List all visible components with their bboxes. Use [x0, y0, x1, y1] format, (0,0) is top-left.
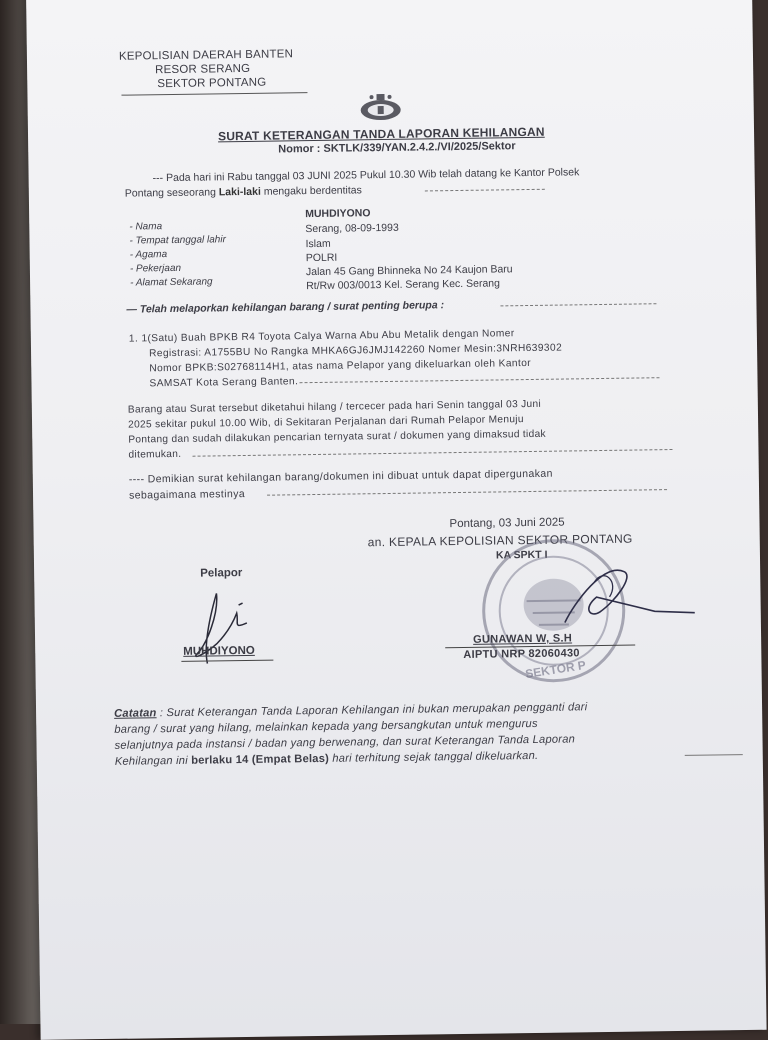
stamp-text: SEKTOR P — [524, 657, 587, 682]
field-value-nama: MUHDIYONO — [305, 207, 371, 221]
field-value-agama: Islam — [305, 237, 331, 251]
note-line-1: Catatan : Surat Keterangan Tanda Laporan Kehilangan ini bukan merupakan pengganti dari — [114, 701, 588, 720]
field-label-pekerjaan: - Pekerjaan — [129, 262, 182, 275]
field-value-ttl: Serang, 08-09-1993 — [305, 221, 399, 236]
officer-name: GUNAWAN W, S.H — [473, 632, 573, 646]
field-label-ttl: - Tempat tanggal lahir — [129, 234, 226, 247]
intro-line-2: Pontang seseorang Laki-laki mengaku berdentitas — [124, 184, 362, 200]
loss-desc-line-3: Pontang dan sudah dilakukan pencarian ternyata surat / dokumen yang dimaksud tidak — [128, 428, 546, 446]
on-behalf-of: an. KEPALA KEPOLISIAN SEKTOR PONTANG — [367, 531, 633, 550]
closing-line-2: sebagaimana mestinya — [128, 487, 246, 502]
dash-filler — [193, 449, 673, 457]
report-heading: — Telah melaporkan kehilangan barang / surat penting berupa : — [126, 299, 445, 316]
lost-item-line-1: 1. 1(Satu) Buah BPKB R4 Toyota Calya Warna Abu Abu Metalik dengan Nomer — [128, 328, 515, 345]
field-value-pekerjaan: POLRI — [305, 251, 338, 265]
dash-filler — [267, 489, 667, 496]
dash-filler — [425, 189, 545, 192]
intro-line-1: --- Pada hari ini Rabu tanggal 03 JUNI 2025 Pukul 10.30 Wib telah datang ke Kantor Polsek — [152, 166, 580, 185]
loss-desc-line-1: Barang atau Surat tersebut diketahui hilang / tercecer pada hari Senin tanggal 03 Juni — [127, 398, 542, 416]
field-label-nama: - Nama — [129, 221, 163, 233]
dash-filler — [500, 303, 656, 306]
police-report-letter — [26, 0, 767, 1040]
reporter-name: MUHDIYONO — [183, 644, 255, 658]
note-line-3: selanjutnya pada instansi / badan yang berwenang, dan surat Keterangan Tanda Laporan — [114, 733, 576, 752]
note-line-4: Kehilangan ini berlaku 14 (Empat Belas) hari terhitung sejak tanggal dikeluarkan. — [114, 749, 539, 768]
dash-filler — [685, 754, 743, 756]
lost-item-line-3: Nomor BPKB:S02768114H1, atas nama Pelapor yang dikeluarkan oleh Kantor — [149, 357, 532, 375]
dash-filler — [300, 377, 660, 383]
field-value-alamat-2: Rt/Rw 003/0013 Kel. Serang Kec. Serang — [306, 277, 501, 293]
loss-desc-line-2: 2025 sekitar pukul 10.00 Wib, di Sekitaran Perjalanan dari Rumah Pelapor Menuju — [128, 414, 524, 431]
closing-line-1: ---- Demikian surat kehilangan barang/dokumen ini dibuat untuk dapat dipergunakan — [128, 467, 553, 486]
letter-number: Nomor : SKTLK/339/YAN.2.4.2./VI/2025/Sektor — [278, 140, 516, 156]
place-date: Pontang, 03 Juni 2025 — [449, 516, 565, 531]
officer-rank-nrp: AIPTU NRP 82060430 — [463, 647, 580, 661]
loss-desc-line-4: ditemukan. — [128, 448, 182, 461]
agency-line-2: RESOR SERANG — [155, 62, 251, 77]
letter-title: SURAT KETERANGAN TANDA LAPORAN KEHILANGAN — [217, 124, 545, 144]
police-emblem-icon — [357, 91, 403, 122]
unit-title: KA SPKT I — [495, 548, 548, 562]
lost-item-line-2: Registrasi: A1755BU No Rangka MHKA6GJ6JMJ142260 Nomer Mesin:3NRH639302 — [149, 342, 563, 360]
reporter-label: Pelapor — [200, 567, 243, 580]
field-label-agama: - Agama — [129, 249, 168, 261]
agency-underline — [121, 92, 307, 96]
field-label-alamat: - Alamat Sekarang — [130, 276, 213, 289]
field-value-alamat: Jalan 45 Gang Bhinneka No 24 Kaujon Baru — [305, 263, 513, 279]
note-line-2: barang / surat yang hilang, melainkan kepada yang bersangkutan untuk mengurus — [114, 717, 538, 736]
officer-signature — [504, 541, 705, 644]
lost-item-line-4: SAMSAT Kota Serang Banten. — [149, 376, 299, 390]
agency-line-3: SEKTOR PONTANG — [157, 76, 267, 91]
agency-line-1: KEPOLISIAN DAERAH BANTEN — [118, 48, 294, 63]
